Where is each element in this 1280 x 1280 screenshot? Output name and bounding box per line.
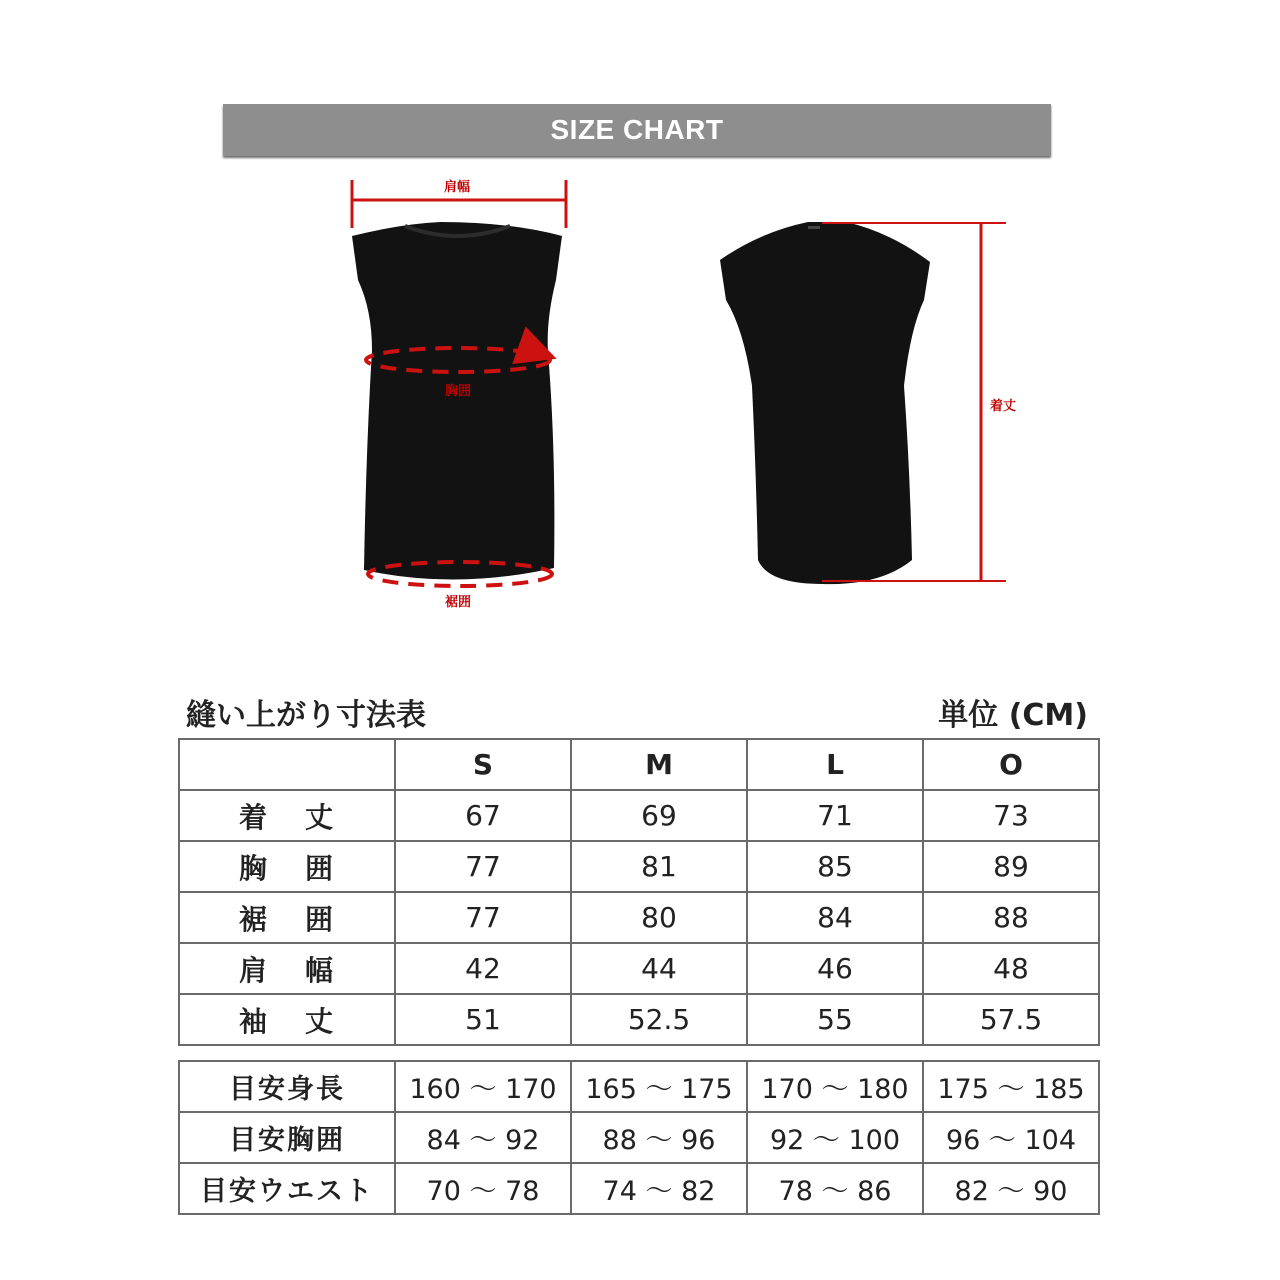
table-cell: 67 <box>395 790 571 841</box>
table-cell: 92 〜 100 <box>747 1112 923 1163</box>
hem-label: 裾囲 <box>444 595 472 610</box>
table-cell: 77 <box>395 892 571 943</box>
row-label-length: 着 丈 <box>179 790 395 841</box>
table-cell: 165 〜 175 <box>571 1061 747 1112</box>
table-cell: 88 <box>923 892 1099 943</box>
shoulder-label: 肩幅 <box>443 180 471 195</box>
size-header-s: S <box>395 739 571 790</box>
table-cell: 44 <box>571 943 747 994</box>
size-header-row <box>179 739 1099 790</box>
table-cell: 78 〜 86 <box>747 1163 923 1214</box>
table-cell: 48 <box>923 943 1099 994</box>
row-label-waist: 目安ウエスト <box>179 1163 395 1214</box>
unit-label: 単位 (CM) <box>938 698 1088 733</box>
table-cell: 73 <box>923 790 1099 841</box>
front-shirt <box>352 222 562 580</box>
back-shirt <box>720 222 930 584</box>
table-row <box>179 790 1099 841</box>
table-cell: 57.5 <box>923 994 1099 1045</box>
size-header-m: M <box>571 739 747 790</box>
table-cell: 69 <box>571 790 747 841</box>
table-row <box>179 1163 1099 1214</box>
table-cell: 80 <box>571 892 747 943</box>
table-cell: 55 <box>747 994 923 1045</box>
row-label-chest: 胸 囲 <box>179 841 395 892</box>
table-cell: 70 〜 78 <box>395 1163 571 1214</box>
table-row <box>179 892 1099 943</box>
table-cell: 89 <box>923 841 1099 892</box>
table-cell: 77 <box>395 841 571 892</box>
table-cell: 84 <box>747 892 923 943</box>
row-label-sleeve: 袖 丈 <box>179 994 395 1045</box>
table-cell: 88 〜 96 <box>571 1112 747 1163</box>
row-label-height: 目安身長 <box>179 1061 395 1112</box>
row-label-body-chest: 目安胸囲 <box>179 1112 395 1163</box>
table-row <box>179 841 1099 892</box>
table-cell: 160 〜 170 <box>395 1061 571 1112</box>
size-header-o: O <box>923 739 1099 790</box>
chest-label: 胸囲 <box>444 384 472 399</box>
row-label-shoulder: 肩 幅 <box>179 943 395 994</box>
size-table <box>178 738 1100 1046</box>
table-cell: 74 〜 82 <box>571 1163 747 1214</box>
length-label: 着丈 <box>989 399 1017 414</box>
table-cell: 46 <box>747 943 923 994</box>
table-cell: 175 〜 185 <box>923 1061 1099 1112</box>
table-cell: 82 〜 90 <box>923 1163 1099 1214</box>
table-cell: 85 <box>747 841 923 892</box>
table-cell: 81 <box>571 841 747 892</box>
table-row <box>179 1061 1099 1112</box>
banner-title: SIZE CHART <box>550 114 724 145</box>
table-cell: 42 <box>395 943 571 994</box>
shoulder-width-measure <box>352 179 566 228</box>
row-label-hem: 裾 囲 <box>179 892 395 943</box>
corner-cell <box>179 739 395 790</box>
size-header-l: L <box>747 739 923 790</box>
table-cell: 52.5 <box>571 994 747 1045</box>
table-cell: 84 〜 92 <box>395 1112 571 1163</box>
table-cell: 51 <box>395 994 571 1045</box>
table-cell: 96 〜 104 <box>923 1112 1099 1163</box>
table-cell: 170 〜 180 <box>747 1061 923 1112</box>
table-row <box>179 994 1099 1045</box>
reference-table <box>178 1060 1100 1215</box>
table-row <box>179 1112 1099 1163</box>
table-title: 縫い上がり寸法表 <box>186 698 426 733</box>
table-cell: 71 <box>747 790 923 841</box>
table-row <box>179 943 1099 994</box>
